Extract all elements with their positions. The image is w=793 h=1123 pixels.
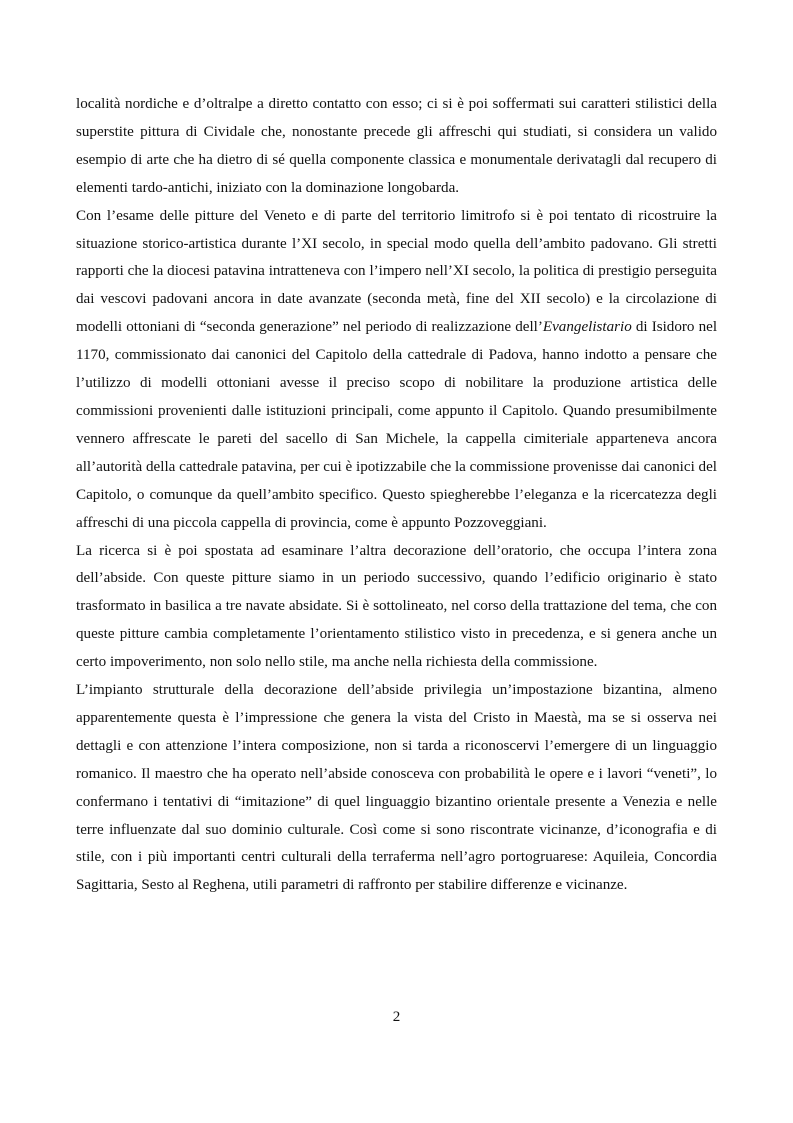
paragraph-abside-research: La ricerca si è poi spostata ad esaminare l’altra decorazione dell’oratorio, che occupa l’intera zona dell’abside. Con queste pitture siamo in un periodo successivo, quando l’edificio originario è stato trasformato in basilica a tre navate absidate. Si è sottolineato, nel corso della trattazione del tema, che con queste pitture cambia completamente l’orientamento stilistico visto in precedenza, e si genera anche un certo impoverimento, non solo nello stile, ma anche nella richiesta della commissione. — [76, 542, 717, 671]
evangelistario-title: Evangelistario — [542, 319, 632, 336]
document-body — [76, 91, 717, 900]
paragraph-veneto — [76, 203, 717, 538]
paragraph-cividale: località nordiche e d’oltralpe a diretto contatto con esso; ci si è poi soffermati sui caratteri stilistici della superstite pittura di Cividale che, nonostante precede gli affreschi qui studiati, si considera un valido esempio di arte che ha dietro di sé quella componente classica e monumentale derivatagli dal recupero di elementi tardo-antichi, iniziato con la dominazione longobarda. — [76, 96, 717, 196]
paragraph-veneto-text-before: Con l’esame delle pitture del Veneto e di parte del territorio limitrofo si è poi tentato di ricostruire la situazione storico-artistica durante l’XI secolo, in special modo quella dell’ambito padovano. Gli stretti rapporti che la diocesi patavina intratteneva con l’impero nell’XI secolo, la politica di prestigio perseguita dai vescovi padovani ancora in date avanzate (seconda metà, fine del XII secolo) e la circolazione di modelli ottoniani di “seconda generazione” nel periodo di realizzazione dell’ — [76, 207, 717, 336]
paragraph-abside-structure: L’impianto strutturale della decorazione dell’abside privilegia un’impostazione bizantina, almeno apparentemente questa è l’impressione che genera la vista del Cristo in Maestà, ma se si osserva nei dettagli e con attenzione l’intera composizione, non si tarda a riconoscervi l’emergere di un linguaggio romanico. Il maestro che ha operato nell’abside conosceva con probabilità le opere e i lavori “veneti”, lo confermano i tentativi di “imitazione” di quel linguaggio bizantino orientale presente a Venezia e nelle terre influenzate dal suo dominio culturale. Così come si sono riscontrate vicinanze, d’iconografia e di stile, con i più importanti centri culturali della terraferma nell’agro portogruarese: Aquileia, Concordia Sagittaria, Sesto al Reghena, utili parametri di raffronto per stabilire differenze e vicinanze. — [76, 682, 717, 894]
page-number: 2 — [392, 1009, 401, 1025]
paragraph-veneto-text-after: di Isidoro nel 1170, commissionato dai canonici del Capitolo della cattedrale di Padova, hanno indotto a pensare che l’utilizzo di modelli ottoniani avesse il preciso scopo di nobilitare la produzione artistica delle commissioni provenienti dalle istituzioni principali, come appunto il Capitolo. Quando presumibilmente vennero affrescate le pareti del sacello di San Michele, la cappella cimiteriale apparteneva ancora all’autorità della cattedrale patavina, per cui è ipotizzabile che la commissione provenisse dai canonici del Capitolo, o comunque da quell’ambito specifico. Questo spiegherebbe l’eleganza e la ricercatezza degli affreschi di una piccola cappella di provincia, come è appunto Pozzoveggiani. — [76, 319, 718, 531]
